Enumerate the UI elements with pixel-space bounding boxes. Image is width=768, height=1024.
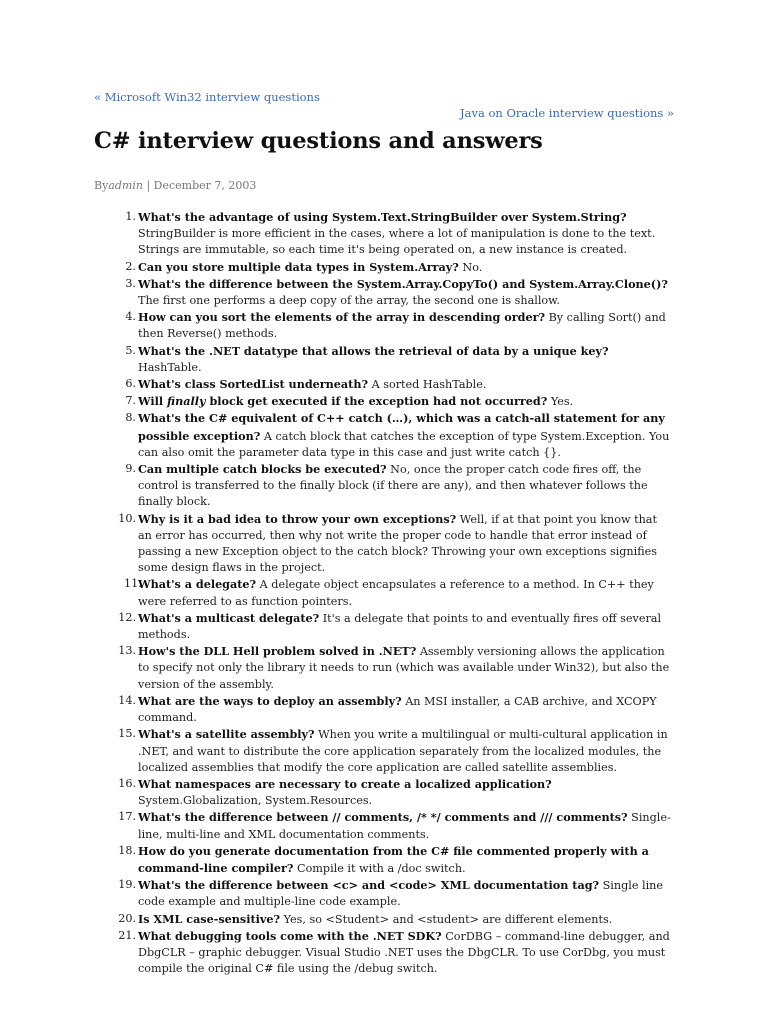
byline <box>94 179 256 192</box>
qa-item-number: 16. <box>118 776 136 790</box>
answer-text: Single-line, multi-line and XML documentation comments. <box>138 811 671 841</box>
answer-text: No. <box>458 260 483 274</box>
qa-item <box>94 809 674 842</box>
qa-item-number: 5. <box>125 343 136 357</box>
qa-item-number: 19. <box>118 878 136 892</box>
answer-text: Single line code example and multiple-line code example. <box>138 879 663 909</box>
post-date: December 7, 2003 <box>153 179 257 192</box>
question-text: What's class SortedList underneath? <box>138 377 369 392</box>
qa-item <box>94 309 674 342</box>
qa-item-number: 13. <box>118 644 136 658</box>
qa-item-number: 2. <box>125 259 136 273</box>
qa-item-number: 17. <box>118 810 136 824</box>
qa-item <box>94 928 674 978</box>
qa-item-number: 9. <box>125 462 136 476</box>
answer-text: A sorted HashTable. <box>368 378 487 392</box>
qa-item-number: 21. <box>118 928 136 942</box>
qa-item <box>94 410 674 461</box>
qa-item-number: 4. <box>125 310 136 324</box>
question-text: Will <box>138 394 168 409</box>
question-text: Why is it a bad idea to throw your own exceptions? <box>138 511 457 526</box>
answer-text: A delegate object encapsulates a reference to a method. In C++ they were referred to as function pointers. <box>138 578 654 608</box>
question-text: What's the difference between <c> and <code> XML documentation tag? <box>138 878 600 893</box>
question-text: block get executed if the exception had not occurred? <box>205 394 548 409</box>
question-text: What's the C# equivalent of C++ catch (…), which was a catch-all statement for any possible exception? <box>138 411 665 443</box>
qa-item <box>94 376 674 393</box>
qa-item <box>94 877 674 910</box>
answer-text: Yes, so <Student> and <student> are different elements. <box>280 912 613 926</box>
answer-text: When you write a multilingual or multi-cultural application in .NET, and want to distribute the core application separately from the localized modules, the localized assemblies that modify the core application are called satellite assemblies. <box>138 728 668 774</box>
question-text: Can multiple catch blocks be executed? <box>138 462 387 477</box>
question-text: What's the difference between // comments, /* */ comments and /// comments? <box>138 810 628 825</box>
qa-item <box>94 511 674 577</box>
question-text: What debugging tools come with the .NET SDK? <box>138 928 442 943</box>
answer-text: An MSI installer, a CAB archive, and XCOPY command. <box>138 694 657 725</box>
qa-item-number: 20. <box>118 911 136 925</box>
answer-text: StringBuilder is more efficient in the cases, where a lot of manipulation is done to the text. Strings are immutable, so each time it's being operated on, a new instance is created. <box>138 227 656 257</box>
qa-item <box>94 911 674 928</box>
qa-item-number: 1. <box>125 210 136 223</box>
question-text: What namespaces are necessary to create a localized application? <box>138 776 552 791</box>
question-text: How can you sort the elements of the array in descending order? <box>138 310 546 325</box>
qa-item-number: 18. <box>118 843 136 857</box>
qa-item-number: 7. <box>125 394 136 408</box>
qa-item-number: 10. <box>118 511 136 525</box>
qa-item <box>94 209 674 259</box>
page-title: C# interview questions and answers <box>94 128 543 154</box>
answer-text: The first one performs a deep copy of the array, the second one is shallow. <box>138 294 560 308</box>
qa-item <box>94 843 674 877</box>
qa-item <box>94 259 674 276</box>
byline-prefix: By <box>94 179 109 192</box>
question-text: How do you generate documentation from the C# file commented properly with a command-line compiler? <box>138 843 649 875</box>
qa-item-number: 14. <box>118 693 136 707</box>
question-text: What's the .NET datatype that allows the retrieval of data by a unique key? <box>138 343 609 358</box>
qa-item-number: 6. <box>125 377 136 391</box>
qa-item <box>94 726 674 776</box>
qa-item <box>94 776 674 809</box>
question-text: What's the advantage of using System.Text.StringBuilder over System.String? <box>138 210 627 224</box>
question-text: What's a delegate? <box>138 577 257 592</box>
qa-item <box>94 393 674 410</box>
answer-text: System.Globalization, System.Resources. <box>138 794 373 808</box>
qa-item-number: 12. <box>118 610 136 624</box>
answer-text: Yes. <box>547 395 574 409</box>
qa-item <box>94 643 674 693</box>
question-text: Is XML case-sensitive? <box>138 911 281 926</box>
qa-item <box>94 461 674 511</box>
qa-item-number: 8. <box>125 411 136 425</box>
byline-separator: | <box>142 179 154 192</box>
qa-item <box>94 693 674 726</box>
qa-item <box>94 276 674 309</box>
question-text: What's the difference between the System.Array.CopyTo() and System.Array.Clone()? <box>138 276 668 291</box>
question-text: What's a multicast delegate? <box>138 610 320 625</box>
qa-item-number: 15. <box>118 727 136 741</box>
prev-post-link[interactable]: « Microsoft Win32 interview questions <box>94 90 320 104</box>
qa-item <box>94 610 674 643</box>
answer-text: HashTable. <box>138 360 202 374</box>
qa-item-number: 11. <box>124 577 142 591</box>
answer-text: It's a delegate that points to and eventually fires off several methods. <box>138 611 662 642</box>
next-post-link[interactable]: Java on Oracle interview questions » <box>459 106 674 120</box>
qa-list <box>94 209 674 977</box>
question-text: Can you store multiple data types in System.Array? <box>138 259 459 274</box>
answer-text: A catch block that catches the exception of type System.Exception. You can also omit the parameter data type in this case and just write catch {}. <box>138 429 670 459</box>
question-text: What's a satellite assembly? <box>138 727 315 742</box>
answer-text: Assembly versioning allows the application to specify not only the library it needs to run (which was available under Win32), but also the version of the assembly. <box>138 645 670 691</box>
author-link[interactable]: admin <box>108 179 143 192</box>
answer-text: Compile it with a /doc switch. <box>293 861 466 875</box>
qa-item-number: 3. <box>125 276 136 290</box>
question-text: How's the DLL Hell problem solved in .NET? <box>138 644 417 659</box>
answer-text: Well, if at that point you know that an error has occurred, then why not write the proper code to handle that error instead of passing a new Exception object to the catch block? Throwing your own exceptions signifies some design flaws in the project. <box>138 512 658 575</box>
answer-text: CorDBG – command-line debugger, and DbgCLR – graphic debugger. Visual Studio .NET uses the DbgCLR. To use CorDbg, you must compile the original C# file using the /debug switch. <box>138 929 670 976</box>
answer-text: No, once the proper catch code fires off, the control is transferred to the finally block (if there are any), and then whatever follows the finally block. <box>138 463 648 509</box>
qa-item <box>94 343 674 376</box>
question-text: finally <box>167 394 206 409</box>
question-text: What are the ways to deploy an assembly? <box>138 693 402 708</box>
answer-text: By calling Sort() and then Reverse() methods. <box>138 311 666 341</box>
qa-item <box>94 576 674 609</box>
